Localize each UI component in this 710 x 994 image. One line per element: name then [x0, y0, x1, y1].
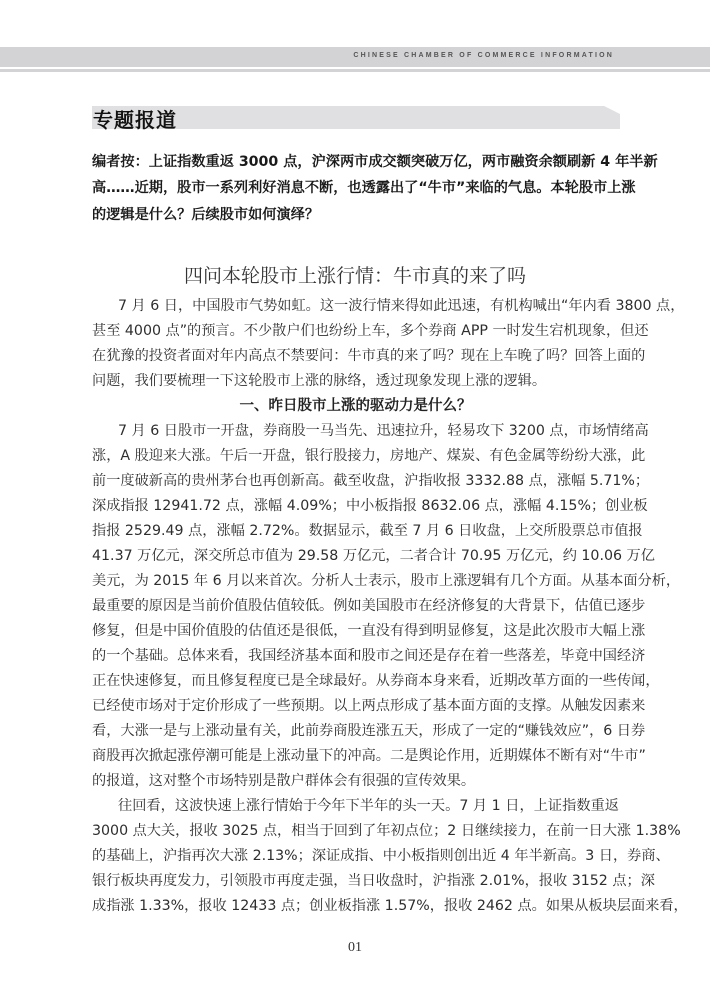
text-line: 在犹豫的投资者面对年内高点不禁要问：牛市真的来了吗？现在上车晚了吗？回答上面的: [92, 348, 646, 364]
text-line: 问题，我们要梳理一下这轮股市上涨的脉络，透过现象发现上涨的逻辑。: [92, 373, 547, 389]
note-line: 编者按：上证指数重返 3000 点，沪深两市成交额突破万亿，两市融资余额刷新 4 年半新: [92, 154, 658, 170]
text-line: 的报道，这对整个市场特别是散户群体会有很强的宣传效果。: [92, 773, 476, 789]
text-line: 41.37 万亿元，深交所总市值为 29.58 万亿元，二者合计 70.95 万亿元，约 10.06 万亿: [92, 548, 655, 564]
note-line: 高……近期，股市一系列利好消息不断，也透露出了“牛市”来临的气息。本轮股市上涨: [92, 180, 636, 197]
paragraph-3: [92, 794, 688, 919]
section-title: 专题报道: [93, 108, 177, 132]
paragraph-2: [92, 419, 681, 794]
publication-name: CHINESE CHAMBER OF COMMERCE INFORMATION: [353, 52, 614, 59]
text-line: 涨，A 股迎来大涨。午后一开盘，银行股接力，房地产、煤炭、有色金属等纷纷大涨，此: [92, 448, 646, 464]
paragraph-1: [92, 294, 685, 394]
text-line: 的一个基础。总体来看，我国经济基本面和股市之间还是存在着一些落差，毕竟中国经济: [92, 648, 646, 664]
page-number: 01: [348, 940, 362, 955]
header-divider: [0, 69, 710, 72]
text-line: 7 月 6 日股市一开盘，券商股一马当先、迅速拉升，轻易攻下 3200 点，市场情绪高: [118, 423, 649, 439]
text-line: 成指涨 1.33%，报收 12433 点；创业板指涨 1.57%，报收 2462 点。如果从板块层面来看，: [92, 898, 688, 914]
text-line: 最重要的原因是当前价值股估值较低。例如美国股市在经济修复的大背景下，估值已逐步: [92, 598, 646, 614]
text-line: 看，大涨一是与上涨动量有关，此前券商股连涨五天，形成了一定的“赚钱效应”，6 日券: [92, 723, 646, 739]
text-line: 已经使市场对于定价形成了一些预期。以上两点形成了基本面方面的支撑。从触发因素来: [92, 698, 646, 714]
text-line: 深成指报 12941.72 点，涨幅 4.09%；中小板指报 8632.06 点，涨幅 4.15%；创业板: [92, 498, 648, 514]
article-title: 四问本轮股市上涨行情：牛市真的来了吗: [183, 265, 526, 287]
text-line: 往回看，这波快速上涨行情始于今年下半年的头一天。7 月 1 日，上证指数重返: [118, 798, 619, 814]
text-line: 正在快速修复，而且修复程度已是全球最好。从券商本身来看，近期改革方面的一些传闻，: [92, 673, 660, 689]
text-line: 7 月 6 日，中国股市气势如虹。这一波行情来得如此迅速，有机构喊出“年内看 3800 点，: [118, 298, 685, 314]
text-line: 美元，为 2015 年 6 月以来首次。分析人士表示，股市上涨逻辑有几个方面。从基本面分析，: [92, 573, 681, 589]
text-line: 银行板块再度发力，引领股市再度走强，当日收盘时，沪指涨 2.01%，报收 3152 点；深: [92, 873, 655, 889]
subheading: 一、昨日股市上涨的驱动力是什么？: [239, 398, 472, 414]
text-line: 商股再次掀起涨停潮可能是上涨动量下的冲高。二是舆论作用，近期媒体不断有对“牛市”: [92, 748, 646, 764]
text-line: 指报 2529.49 点，涨幅 2.72%。数据显示，截至 7 月 6 日收盘，上交所股票总市值报: [92, 523, 643, 539]
note-line: 的逻辑是什么？后续股市如何演绎？: [92, 206, 320, 223]
editor-note: [92, 149, 658, 228]
text-line: 前一度破新高的贵州茅台也再创新高。截至收盘，沪指收报 3332.88 点，涨幅 5.71%；: [92, 473, 650, 489]
text-line: 甚至 4000 点”的预言。不少散户们也纷纷上车，多个券商 APP 一时发生宕机现象，但还: [92, 323, 649, 339]
text-line: 3000 点大关，报收 3025 点，相当于回到了年初点位；2 日继续接力，在前一日大涨 1.38%: [92, 823, 681, 839]
text-line: 的基础上，沪指再次大涨 2.13%；深证成指、中小板指则创出近 4 年半新高。3 日，券商、: [92, 848, 670, 864]
text-line: 修复，但是中国价值股的估值还是很低，一直没有得到明显修复，这是此次股市大幅上涨: [92, 623, 646, 639]
article-body: [92, 294, 688, 919]
